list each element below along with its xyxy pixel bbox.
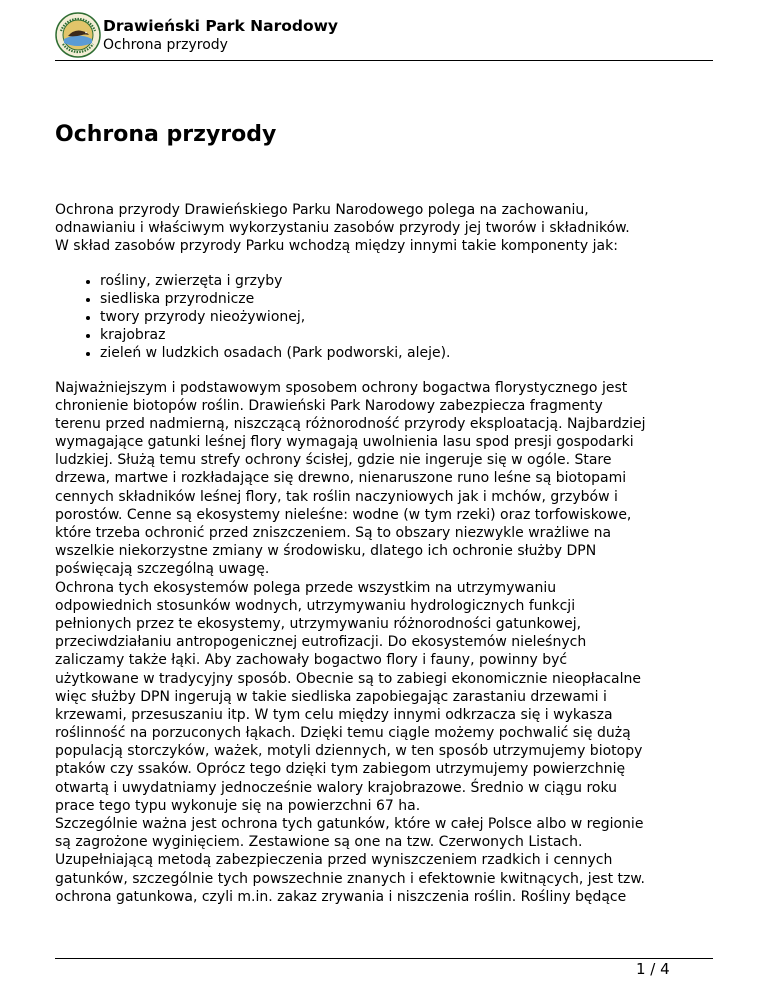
text-line: użytkowane w tradycyjny sposób. Obecnie są to zabiegi ekonomicznie nieopłacalne	[55, 670, 641, 687]
text-line: populacją storczyków, ważek, motyli dziennych, w ten sposób utrzymujemy biotopy	[55, 743, 643, 760]
list-item: • siedliska przyrodnicze	[100, 290, 715, 308]
park-emblem-otter-icon	[55, 12, 101, 58]
list-item: • krajobraz	[100, 326, 715, 344]
text-line: drzewa, martwe i rozkładające się drewno, nienaruszone runo leśne są biotopami	[55, 470, 627, 487]
text-line: Szczególnie ważna jest ochrona tych gatunków, które w całej Polsce albo w regionie	[55, 816, 644, 832]
page-number: 1 / 4	[636, 960, 670, 978]
text-line: odnawianiu i właściwym wykorzystaniu zasobów przyrody jej tworów i składników.	[55, 220, 630, 237]
text-line: prace tego typu wykonuje się na powierzchni 67 ha.	[55, 797, 421, 814]
text-line: terenu przed nadmierną, niszczącą różnorodność przyrody eksploatacją. Najbardziej	[55, 415, 646, 432]
site-subtitle: Ochrona przyrody	[103, 37, 228, 53]
text-line: Najważniejszym i podstawowym sposobem ochrony bogactwa florystycznego jest	[55, 379, 628, 396]
page-header	[55, 10, 713, 60]
article-body	[55, 201, 715, 906]
text-line: cennych składników leśnej flory, tak roślin naczyniowych jak i mchów, grzybów i	[55, 488, 618, 505]
text-line: Uzupełniającą metodą zabezpieczenia przed wyniszczeniem rzadkich i cennych	[55, 852, 613, 869]
text-line: gatunków, szczególnie tych powszechnie znanych i efektownie kwitnących, jest tzw.	[55, 870, 645, 887]
header-divider	[55, 60, 713, 61]
text-line: porostów. Cenne są ekosystemy nieleśne: wodne (w tym rzeki) oraz torfowiskowe,	[55, 506, 632, 523]
text-line: ochrona gatunkowa, czyli m.in. zakaz zrywania i niszczenia roślin. Rośliny będące	[55, 888, 627, 905]
text-line: wymagające gatunki leśnej flory wymagają uwolnienia lasu spod presji gospodarki	[55, 434, 634, 451]
list-item: • zieleń w ludzkich osadach (Park podworski, aleje).	[100, 344, 715, 362]
text-line: więc służby DPN ingerują w takie siedliska zapobiegając zarastaniu drzewami i	[55, 688, 607, 705]
text-line: otwartą i uwydatniamy jednocześnie walory krajobrazowe. Średnio w ciągu roku	[55, 779, 618, 796]
text-line: Ochrona tych ekosystemów polega przede wszystkim na utrzymywaniu	[55, 579, 557, 596]
text-line: roślinność na porzuconych łąkach. Dzięki temu ciągle możemy pochwalić się dużą	[55, 725, 631, 742]
text-line: są zagrożone wyginięciem. Zestawione są one na tzw. Czerwonych Listach.	[55, 834, 583, 851]
text-line: W skład zasobów przyrody Parku wchodzą między innymi takie komponenty jak:	[55, 238, 618, 255]
text-line: ptaków czy ssaków. Oprócz tego dzięki tym zabiegom utrzymujemy powierzchnię	[55, 761, 626, 778]
list-item: • rośliny, zwierzęta i grzyby	[100, 272, 715, 290]
list-item: • twory przyrody nieożywionej,	[100, 308, 715, 326]
text-line: ludzkiej. Służą temu strefy ochrony ścisłej, gdzie nie ingeruje się w ogóle. Stare	[55, 452, 612, 469]
body-paragraph	[55, 379, 715, 906]
text-line: wszelkie niekorzystne zmiany w środowisku, dlatego ich ochronie służby DPN	[55, 543, 597, 560]
intro-paragraph	[55, 201, 715, 256]
text-line: przeciwdziałaniu antropogenicznej eutrofizacji. Do ekosystemów nieleśnych	[55, 634, 587, 651]
site-title: Drawieński Park Narodowy	[103, 17, 339, 35]
page-title: Ochrona przyrody	[55, 122, 277, 147]
components-list	[55, 272, 715, 363]
text-line: które trzeba ochronić przed zniszczeniem. Są to obszary niezwykle wrażliwe na	[55, 525, 612, 541]
text-line: pełnionych przez te ekosystemy, utrzymywaniu różnorodności gatunkowej,	[55, 615, 582, 632]
text-line: chronienie biotopów roślin. Drawieński Park Narodowy zabezpiecza fragmenty	[55, 397, 603, 414]
text-line: krzewami, przesuszaniu itp. W tym celu między innymi odkrzacza się i wykasza	[55, 706, 613, 723]
text-line: Ochrona przyrody Drawieńskiego Parku Narodowego polega na zachowaniu,	[55, 202, 589, 218]
text-line: odpowiednich stosunków wodnych, utrzymywaniu hydrologicznych funkcji	[55, 597, 576, 614]
text-line: zaliczamy także łąki. Aby zachowały bogactwo flory i fauny, powinny być	[55, 652, 568, 669]
footer-divider	[55, 958, 713, 959]
text-line: poświęcają szczególną uwagę.	[55, 561, 270, 578]
